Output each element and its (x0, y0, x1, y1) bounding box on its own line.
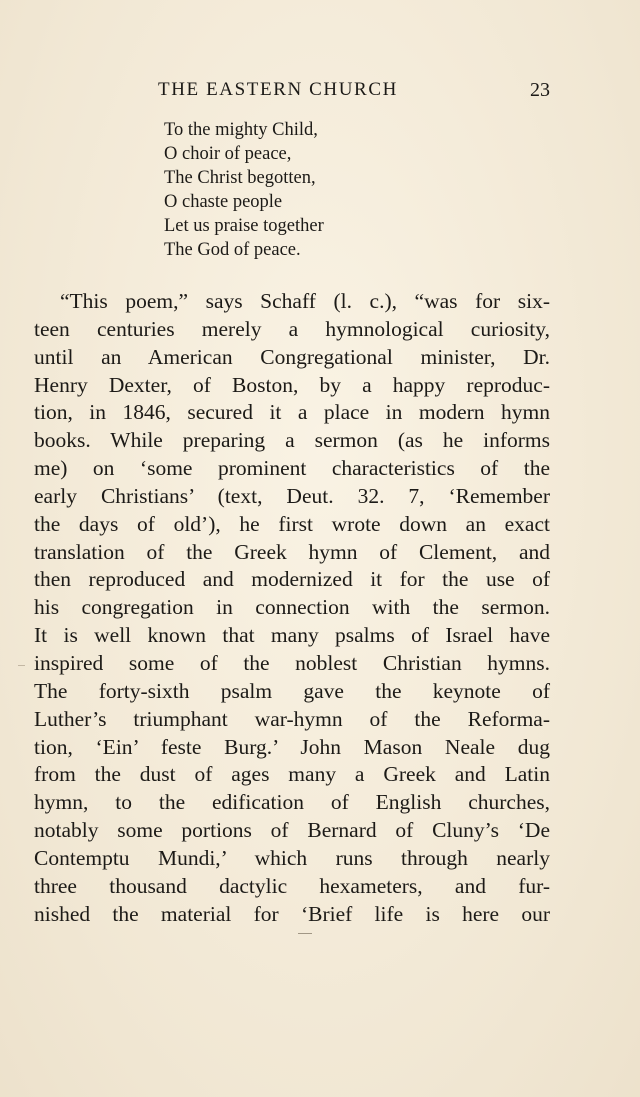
poem-line: Let us praise together (164, 216, 324, 236)
text-line: “This poem,” says Schaff (l. c.), “was for six- (60, 289, 550, 313)
poem-line: The Christ begotten, (164, 168, 316, 188)
text-line: nished the material for ‘Brief life is here our (34, 901, 550, 926)
page-number: 23 (530, 79, 550, 101)
text-line: early Christians’ (text, Deut. 32. 7, ‘Remember (34, 483, 550, 508)
text-line: translation of the Greek hymn of Clement, and (34, 539, 550, 564)
text-line: It is well known that many psalms of Israel have (34, 623, 550, 648)
text-line: then reproduced and modernized it for the use of (34, 567, 550, 592)
text-line: inspired some of the noblest Christian hymns. (34, 650, 550, 675)
text-line: hymn, to the edification of English churches, (34, 790, 550, 815)
text-line: his congregation in connection with the sermon. (34, 595, 550, 620)
text-line: from the dust of ages many a Greek and Latin (34, 762, 550, 787)
text-line: books. While preparing a sermon (as he informs (34, 428, 550, 453)
text-line: the days of old’), he first wrote down an exact (34, 511, 550, 536)
poem-line: The God of peace. (164, 240, 301, 260)
text-line: three thousand dactylic hexameters, and fur- (34, 873, 550, 898)
poem-line: O choir of peace, (164, 144, 292, 164)
poem-line: To the mighty Child, (164, 120, 318, 140)
running-title: THE EASTERN CHURCH (158, 79, 398, 100)
text-line: until an American Congregational minister, Dr. (34, 344, 550, 369)
text-line: Contemptu Mundi,’ which runs through nearly (34, 845, 550, 870)
text-line: tion, in 1846, secured it a place in modern hymn (34, 400, 550, 425)
running-head (34, 78, 550, 102)
text-line: teen centuries merely a hymnological curiosity, (34, 316, 550, 341)
text-line: tion, ‘Ein’ feste Burg.’ John Mason Neale dug (34, 734, 550, 759)
print-speck (298, 933, 312, 934)
poem-line: O chaste people (164, 192, 283, 212)
body-paragraph (34, 288, 550, 928)
text-line: The forty-sixth psalm gave the keynote of (34, 678, 550, 703)
print-speck (18, 665, 25, 666)
text-line: Henry Dexter, of Boston, by a happy reproduc- (34, 372, 550, 397)
text-line: Luther’s triumphant war-hymn of the Reforma- (34, 706, 550, 731)
poem-stanza (164, 118, 324, 262)
text-line: me) on ‘some prominent characteristics of the (34, 456, 550, 481)
text-line: notably some portions of Bernard of Cluny’s ‘De (34, 818, 550, 843)
